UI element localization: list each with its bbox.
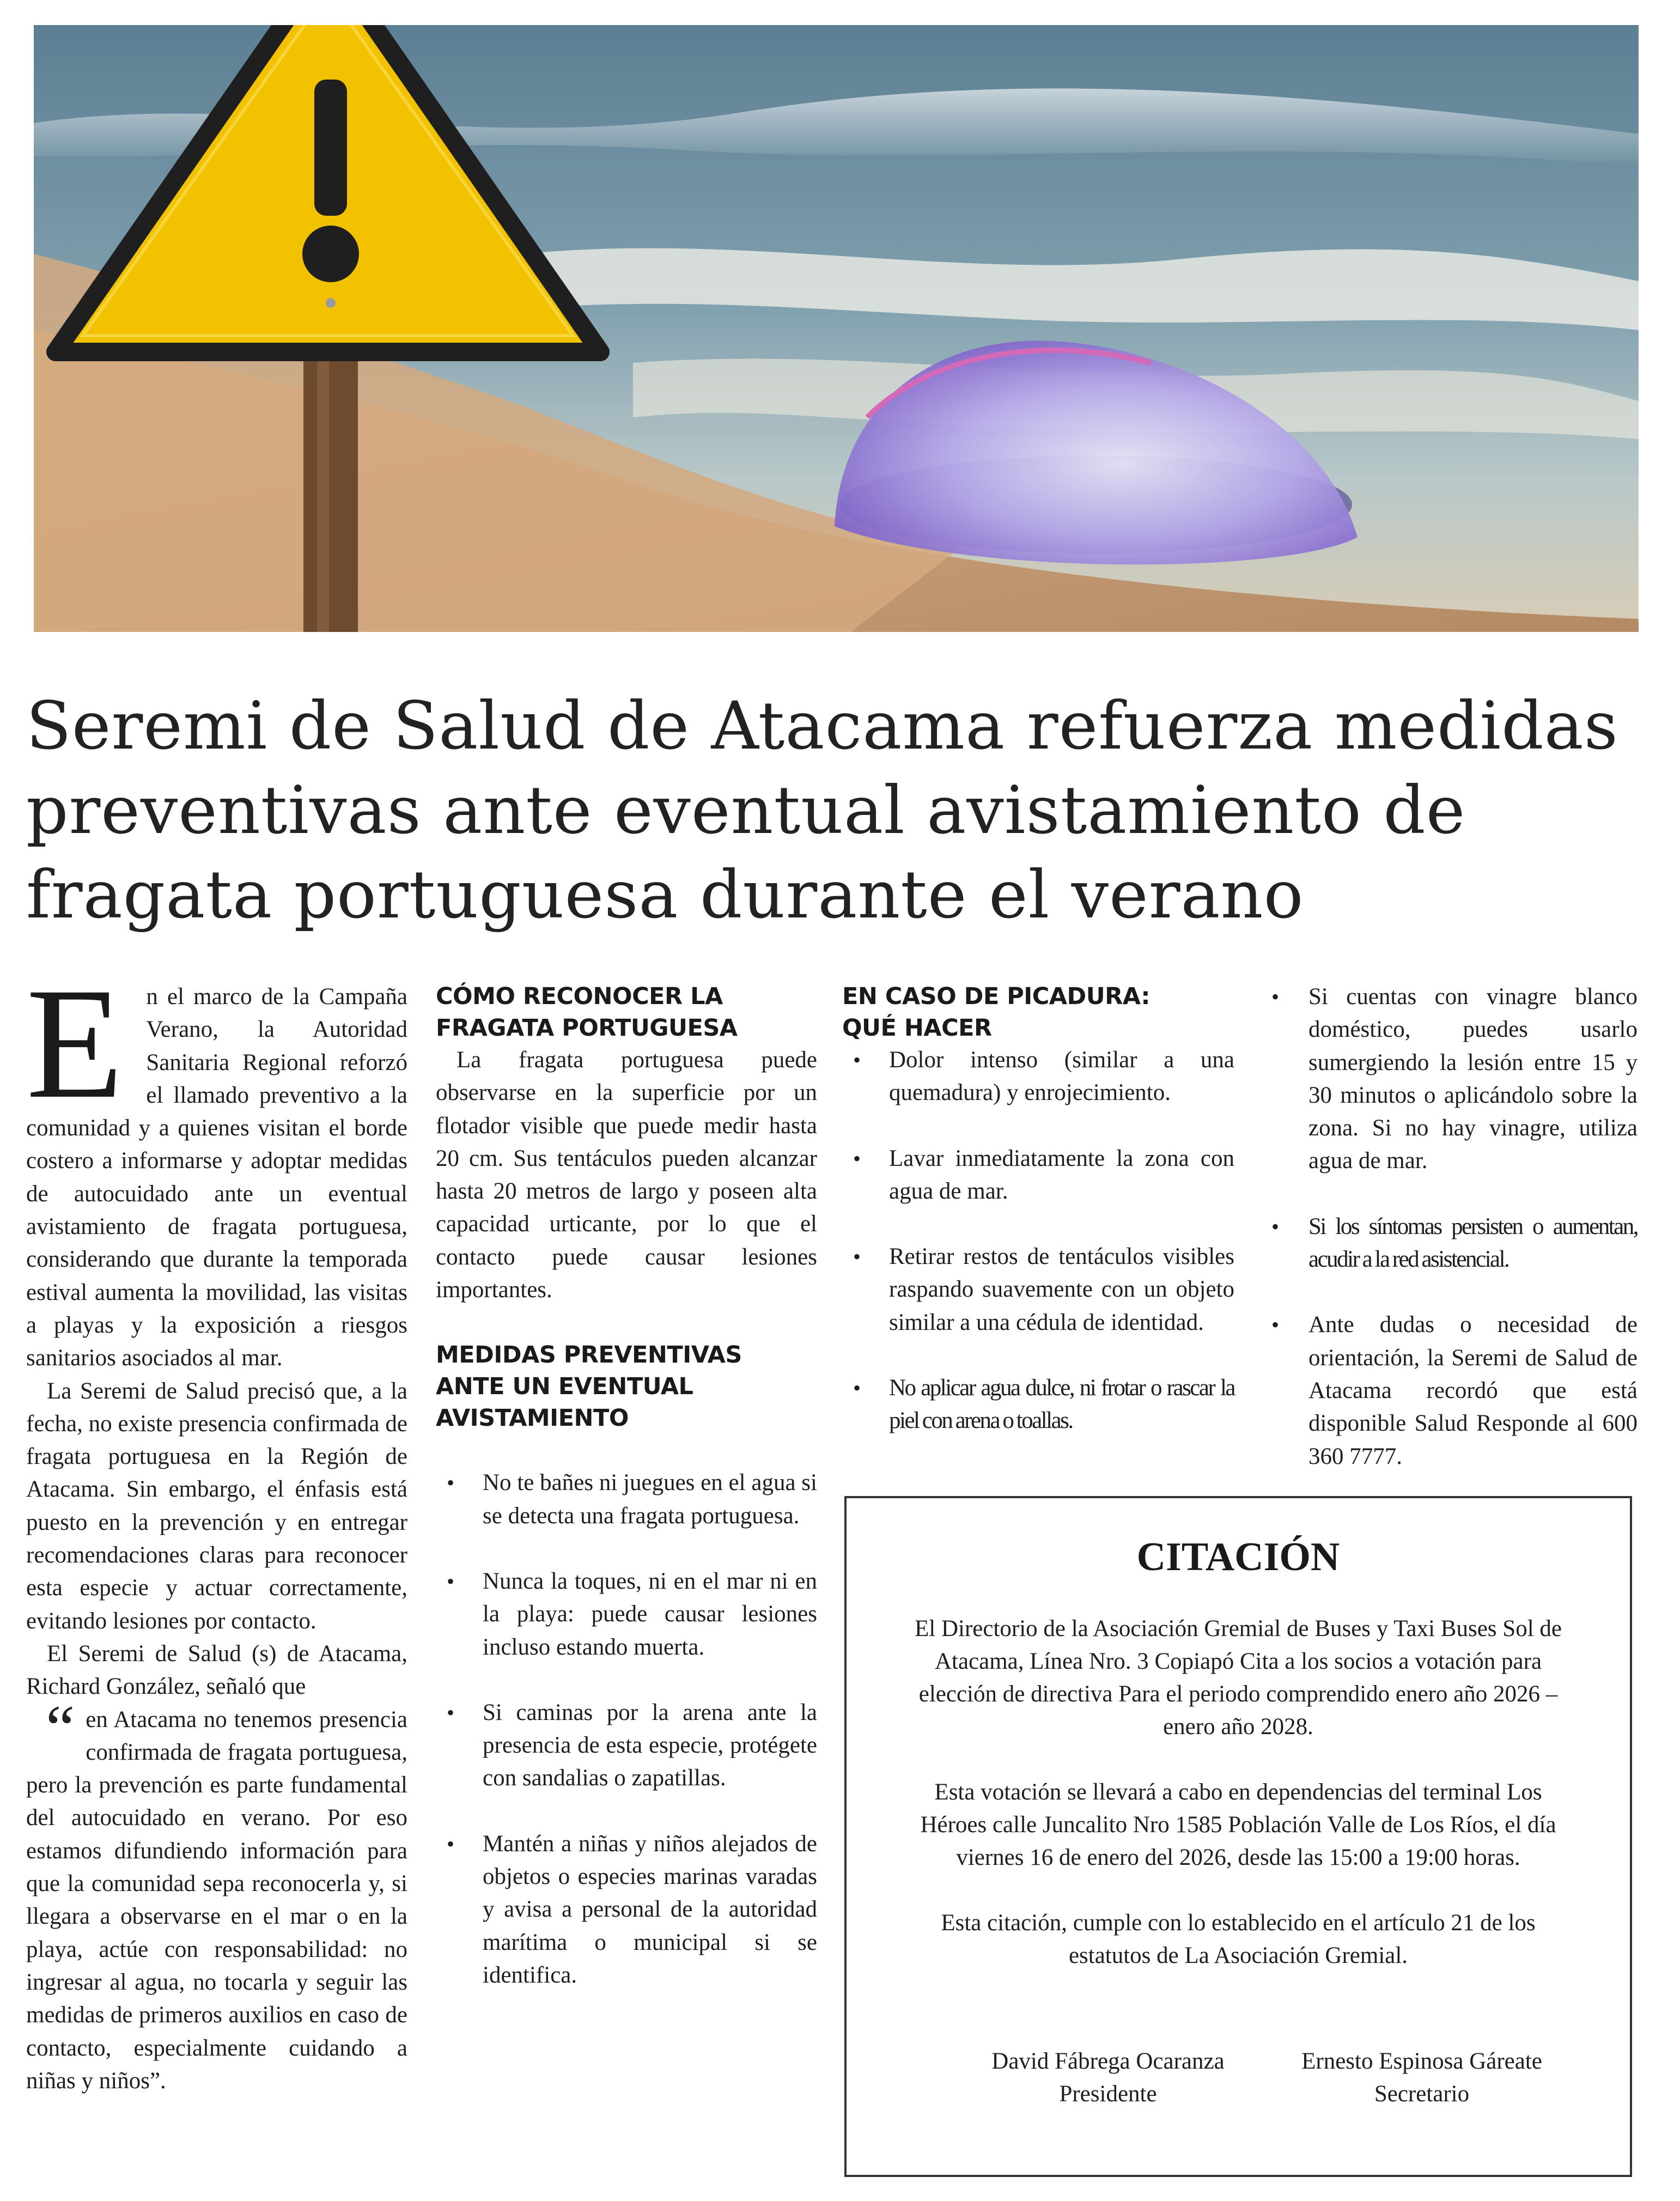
list-item-text: Lavar inmediatamente la zona con agua de mar. (889, 1145, 1234, 1204)
list-item-text: Retirar restos de tentáculos visibles raspando suavemente con un objeto similar a una cédula de identidad. (889, 1244, 1234, 1335)
article-column-2 (436, 981, 817, 2024)
reconocer-paragraph: La fragata portuguesa puede observarse en la superficie por un flotador visible que puede medir hasta 20 cm. Sus tentáculos pueden alcanzar hasta 20 metros de largo y poseen alta capacidad urticante, por lo que el contacto puede causar lesiones importantes. (436, 1047, 817, 1303)
bullet-icon: • (1271, 1312, 1280, 1337)
signature-name: David Fábrega Ocaranza (991, 2048, 1225, 2074)
bullet-icon: • (853, 1244, 861, 1269)
list-item-text: Si caminas por la arena ante la presencia de esta especie, protégete con sandalias o zapatillas. (483, 1699, 817, 1791)
signature-name: Ernesto Espinosa Gáreate (1301, 2048, 1542, 2074)
drop-cap: E (26, 956, 124, 1132)
subhead-medidas-line-3: AVISTAMIENTO (436, 1404, 629, 1432)
list-item (1267, 981, 1638, 1178)
bullet-icon: • (447, 1831, 455, 1856)
list-item-text: Si los síntomas persisten o aumentan, acudir a la red asistencial. (1308, 1213, 1638, 1273)
intro-paragraph (26, 956, 407, 1375)
sting-steps-list-continued (1267, 981, 1638, 1473)
beach-photo-illustration (34, 25, 1639, 632)
intro-text: n el marco de la Campaña Verano, la Autoridad Sanitaria Regional reforzó el llamado preventivo a la comunidad y a quienes visitan el borde costero a informarse y adoptar medidas de autocuidado ante un eventual avistamiento de fragata portuguesa, considerando que durante la temporada estival aumenta la movilidad, las visitas a playas y la exposición a riesgos sanitarios asociados al mar. (26, 984, 407, 1371)
bullet-icon: • (447, 1700, 455, 1725)
headline (26, 684, 1655, 937)
list-item-text: Mantén a niñas y niños alejados de objetos o especies marinas varadas y avisa a personal de la autoridad marítima o municipal si se identifica. (483, 1831, 817, 1988)
list-item (436, 1697, 817, 1795)
subhead-reconocer-line-2: FRAGATA PORTUGUESA (436, 1014, 738, 1042)
list-item (842, 1241, 1234, 1339)
bullet-icon: • (853, 1376, 860, 1401)
subhead-medidas-line-2: ANTE UN EVENTUAL (436, 1373, 693, 1401)
list-item-text: No te bañes ni juegues en el agua si se detecta una fragata portuguesa. (483, 1470, 817, 1529)
sting-steps-list (842, 1044, 1234, 1438)
list-item (1267, 1211, 1638, 1276)
citation-notice (844, 1496, 1632, 2177)
list-item-text: Dolor intenso (similar a una quemadura) y enrojecimiento. (889, 1047, 1234, 1106)
headline-line-2: preventivas ante eventual avistamiento de (26, 772, 1466, 849)
list-item (842, 1044, 1234, 1110)
list-item (842, 1142, 1234, 1208)
list-item-text: Ante dudas o necesidad de orientación, la Seremi de Salud de Atacama recordó que está disponible Salud Responde al 600 360 7777. (1308, 1312, 1638, 1469)
subhead-picadura (842, 981, 1234, 1044)
list-item (436, 1565, 817, 1664)
signature-president (955, 2045, 1261, 2111)
quote-mark-icon: “ (46, 1691, 75, 1764)
quote-text: en Atacama no tenemos presencia confirmada de fragata portuguesa, pero la prevención es parte fundamental del autocuidado en verano. Por eso estamos difundiendo información para que la comunidad sepa reconocerla y, si llegara a observarse en el mar o en la playa, actúe con responsabilidad: no ingresar al agua, no tocarla y seguir las medidas de primeros auxilios en caso de contacto, especialmente cuidando a niñas y niños”. (26, 1706, 407, 2094)
bullet-icon: • (853, 1146, 861, 1171)
signature-role: Secretario (1374, 2081, 1470, 2107)
citation-title: CITACIÓN (1136, 1535, 1340, 1579)
signature-secretary (1269, 2045, 1574, 2111)
article-column-3 (842, 981, 1234, 1470)
article-column-4 (1267, 981, 1638, 1506)
subhead-medidas (436, 1339, 817, 1434)
bullet-icon: • (447, 1568, 455, 1594)
bullet-icon: • (1271, 1214, 1278, 1239)
list-item (436, 1828, 817, 1992)
quote-paragraph (26, 1691, 407, 2098)
paragraph-2: La Seremi de Salud precisó que, a la fecha, no existe presencia confirmada de fragata portuguesa en la Región de Atacama. Sin embargo, el énfasis está puesto en la prevención y en entregar recomendaciones claras para reconocer esta especie y actuar correctamente, evitando lesiones por contacto. (26, 1378, 407, 1634)
citation-paragraph-1: El Directorio de la Asociación Gremial de Buses y Taxi Buses Sol de Atacama, Línea Nro. 3 Copiapó Cita a los socios a votación para elección de directiva Para el periodo comprendido enero año 2026 – enero año 2028. (914, 1616, 1562, 1740)
subhead-picadura-line-1: EN CASO DE PICADURA: (842, 983, 1151, 1010)
list-item-text: Si cuentas con vinagre blanco doméstico, puedes usarlo sumergiendo la lesión entre 15 y 30 minutos o aplicándolo sobre la zona. Si no hay vinagre, utiliza agua de mar. (1308, 984, 1638, 1174)
signature-role: Presidente (1059, 2081, 1157, 2107)
headline-line-1: Seremi de Salud de Atacama refuerza medidas (26, 688, 1618, 764)
bullet-icon: • (1271, 984, 1280, 1009)
list-item (842, 1372, 1234, 1438)
bullet-icon: • (447, 1470, 455, 1495)
citation-paragraph-3: Esta citación, cumple con lo establecido en el artículo 21 de los estatutos de La Asociación Gremial. (941, 1910, 1536, 1968)
hero-photo (34, 25, 1639, 632)
citation-paragraph-2: Esta votación se llevará a cabo en dependencias del terminal Los Héroes calle Juncalito Nro 1585 Población Valle de Los Ríos, el día viernes 16 de enero del 2026, desde las 15:00 a 19:00 horas. (920, 1779, 1556, 1870)
subhead-medidas-line-1: MEDIDAS PREVENTIVAS (436, 1341, 742, 1369)
headline-line-3: fragata portuguesa durante el verano (26, 856, 1304, 933)
bullet-icon: • (853, 1048, 861, 1072)
list-item-text: Nunca la toques, ni en el mar ni en la playa: puede causar lesiones incluso estando muerta. (483, 1568, 817, 1660)
paragraph-3: El Seremi de Salud (s) de Atacama, Richard González, señaló que (26, 1640, 407, 1700)
list-item (436, 1467, 817, 1533)
subhead-reconocer-line-1: CÓMO RECONOCER LA (436, 983, 723, 1010)
preventive-measures-list (436, 1467, 817, 1992)
list-item-text: No aplicar agua dulce, ni frotar o rascar la piel con arena o toallas. (889, 1375, 1234, 1434)
subhead-picadura-line-2: QUÉ HACER (842, 1014, 992, 1042)
list-item (1267, 1309, 1638, 1473)
subhead-reconocer (436, 981, 817, 1044)
article-column-1 (26, 956, 407, 2097)
